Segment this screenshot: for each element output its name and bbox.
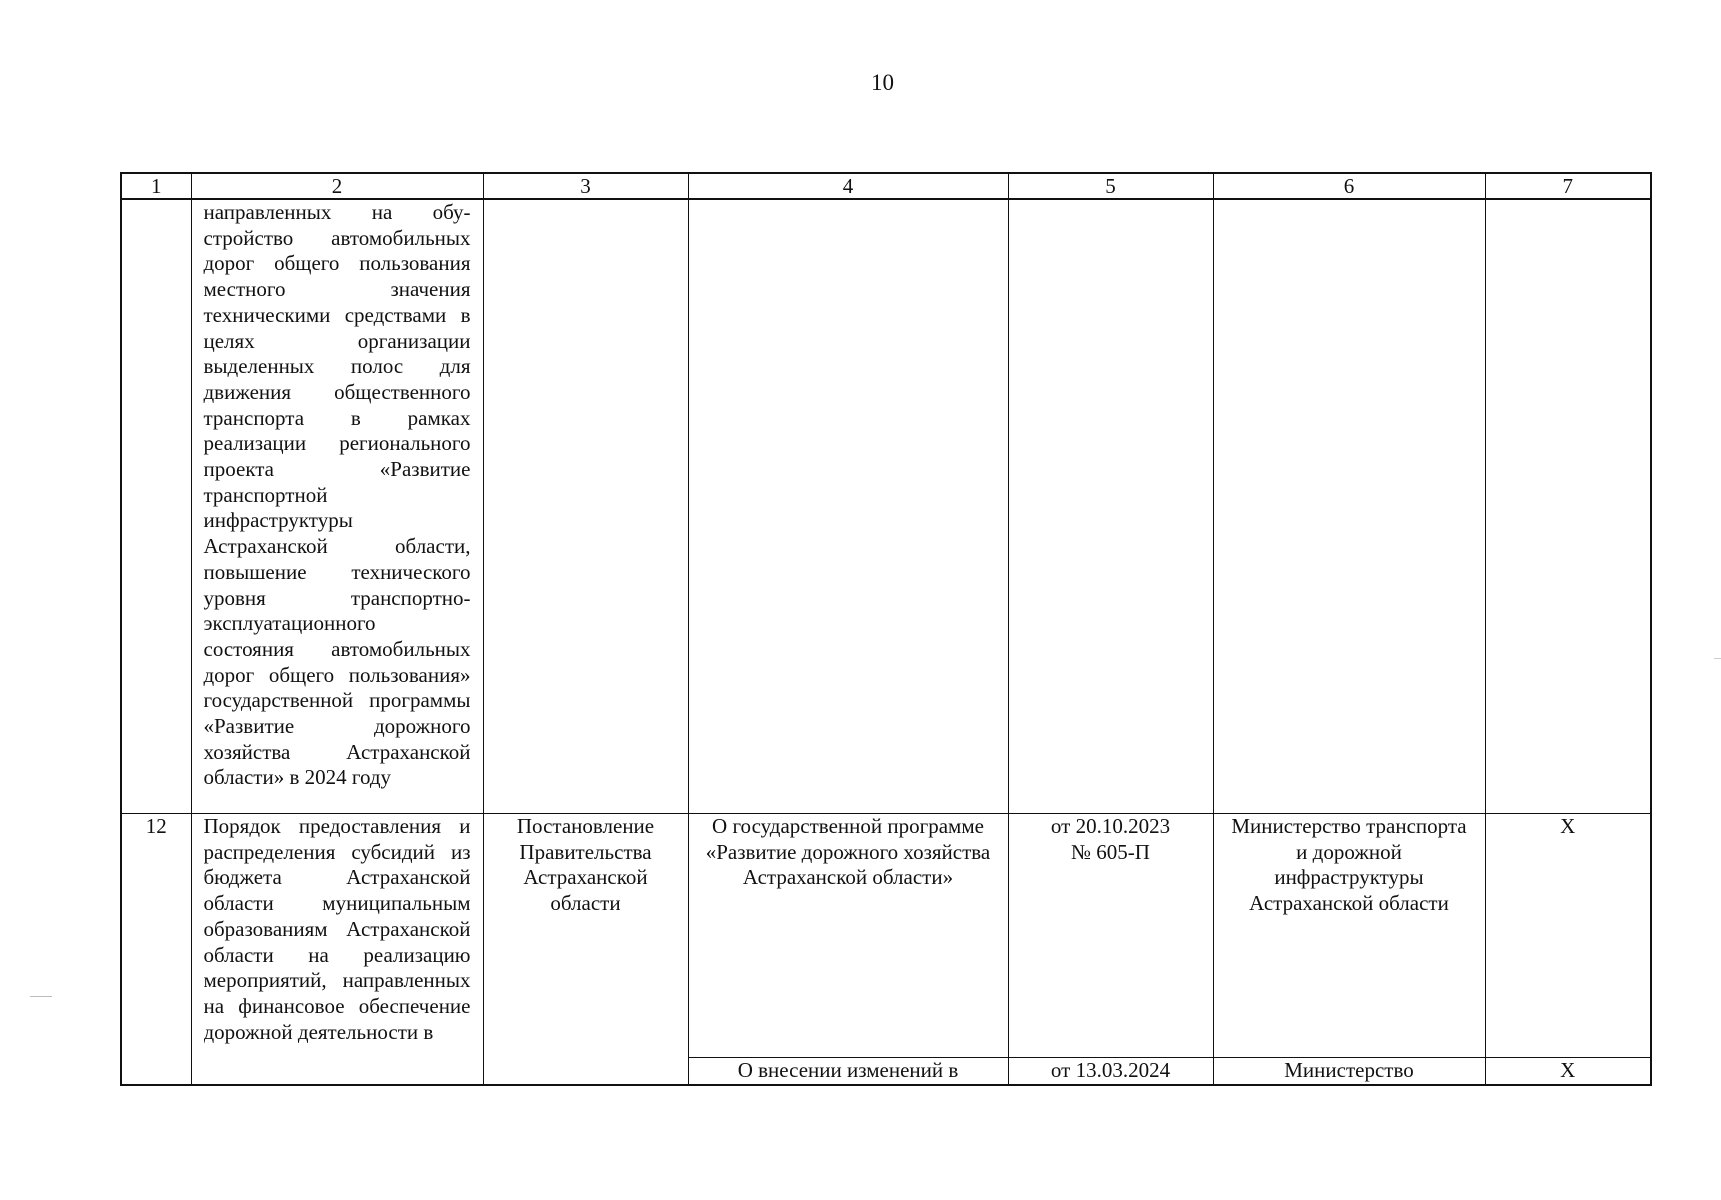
header-cell-2: 2: [191, 173, 483, 199]
empty-cell: [1008, 199, 1213, 814]
act-date: от 20.10.2023: [1050, 814, 1171, 838]
empty-cell: [1213, 199, 1485, 814]
document-name-text: Порядок предоставления и распределения субсидий из бюджета Астраханской области муниципальным образованиям Астраханской области на реализацию мероприятий, направленных на финансовое обеспечение дорожной деятельности в: [203, 814, 471, 1044]
header-cell-7: 7: [1485, 173, 1651, 199]
empty-cell: [483, 199, 688, 814]
document-name-cell: [191, 814, 483, 1085]
header-cell-1: 1: [121, 173, 191, 199]
header-cell-5: 5: [1008, 173, 1213, 199]
empty-cell: [688, 199, 1008, 814]
mark-cell: X: [1485, 1058, 1651, 1085]
empty-cell: [1485, 199, 1651, 814]
mark-cell: X: [1485, 814, 1651, 1058]
scan-artifact: [1714, 658, 1721, 659]
act-title-cell: О внесении изменений в: [688, 1058, 1008, 1085]
header-cell-6: 6: [1213, 173, 1485, 199]
document-name-cell: направленных на обу-стройство автомобильных дорог общего пользования местного значения техническими средствами в целях организации выделенных полос для движения общественного транспорта в рамках реализации регионального проекта «Развитие транспортной инфраструктуры Астраханской области, повышение технического уровня транспортно-эксплуатационного состояния автомобильных дорог общего пользования» государственной программы «Развитие дорожного хозяйства Астраханской области» в 2024 году: [191, 199, 483, 814]
row-number-cell: [121, 199, 191, 814]
row-number-cell: 12: [121, 814, 191, 1085]
responsible-body-cell: Министерство транспорта и дорожной инфраструктуры Астраханской области: [1213, 814, 1485, 1058]
header-cell-3: 3: [483, 173, 688, 199]
responsible-body-cell: Министерство: [1213, 1058, 1485, 1085]
header-cell-4: 4: [688, 173, 1008, 199]
document-type-cell: Постановление Правительства Астраханской области: [483, 814, 688, 1085]
act-title-cell: О государственной программе «Развитие дорожного хозяйства Астраханской области»: [688, 814, 1008, 1058]
page-number: 10: [871, 70, 894, 95]
table-row-12: [121, 814, 1651, 1058]
margin-mark: [30, 996, 52, 997]
act-date-cell: от 13.03.2024: [1008, 1058, 1213, 1085]
act-number: № 605-П: [1071, 839, 1150, 864]
act-date-cell: [1008, 814, 1213, 1058]
document-table: [120, 172, 1652, 1086]
table-row-continuation: [121, 199, 1651, 814]
header-row: [121, 173, 1651, 199]
